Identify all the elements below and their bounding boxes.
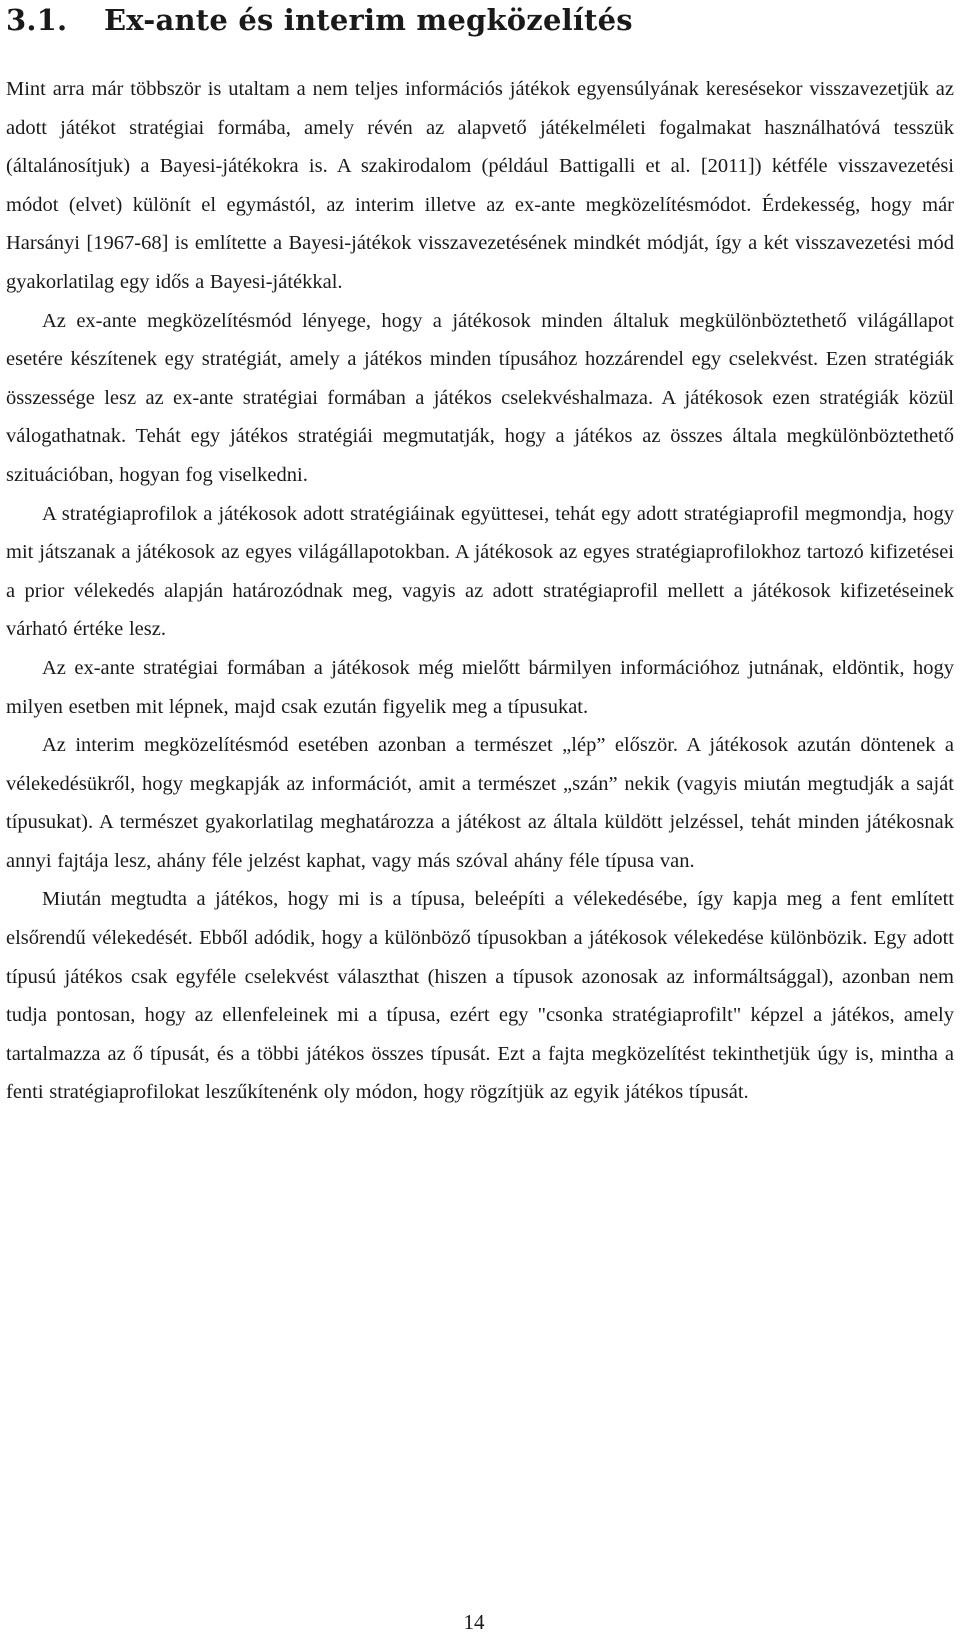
paragraph-4: Az ex-ante stratégiai formában a játékosok még mielőtt bármilyen információhoz jutnának, eldöntik, hogy milyen esetben mit lépnek, majd csak ezután figyelik meg a típusukat. bbox=[6, 656, 954, 718]
page-number: 14 bbox=[463, 1610, 485, 1634]
section-heading bbox=[6, 0, 954, 52]
paragraph-3: A stratégiaprofilok a játékosok adott stratégiáinak együttesei, tehát egy adott stratégiaprofil megmondja, hogy mit játszanak a játékosok az egyes világállapotokban. A játékosok az egyes stratégiaprofilokhoz tartozó kifizetései a prior vélekedés alapján határozódnak meg, vagyis az adott stratégiaprofil mellett a játékosok kifizetéseinek várható értéke lesz. bbox=[6, 502, 954, 641]
section-title: Ex-ante és interim megközelítés bbox=[104, 3, 633, 37]
document-page bbox=[6, 0, 954, 1112]
paragraph-5: Az interim megközelítésmód esetében azonban a természet „lép” először. A játékosok azután döntenek a vélekedésükről, hogy megkapják az információt, amit a természet „szán” nekik (vagyis miután megtudják a saját típusukat). A természet gyakorlatilag meghatározza a játékost az általa küldött jelzéssel, tehát minden játékosnak annyi fajtája lesz, ahány féle jelzést kaphat, vagy más szóval ahány féle típusa van. bbox=[6, 734, 954, 872]
body-text bbox=[6, 70, 954, 1112]
paragraph-2: Az ex-ante megközelítésmód lényege, hogy a játékosok minden általuk megkülönböztethető világállapot esetére készítenek egy stratégiát, amely a játékos minden típusához hozzárendel egy cselekvést. Ezen stratégiák összessége lesz az ex-ante stratégiai formában a játékos cselekvéshalmaza. A játékosok ezen stratégiák közül válogathatnak. Tehát egy játékos stratégiái megmutatják, hogy a játékos az összes általa megkülönböztethető szituációban, hogyan fog viselkedni. bbox=[6, 309, 954, 486]
section-number: 3.1. bbox=[6, 3, 68, 37]
paragraph-6: Miután megtudta a játékos, hogy mi is a típusa, beleépíti a vélekedésébe, így kapja meg a fent említett elsőrendű vélekedését. Ebből adódik, hogy a különböző típusokban a játékosok vélekedése különbözik. Egy adott típusú játékos csak egyféle cselekvést választhat (hiszen a típusok azonosak az informáltsággal), azonban nem tudja pontosan, hogy az ellenfeleinek mi a típusa, ezért egy "csonka stratégiaprofilt" képzel a játékos, amely tartalmazza az ő típusát, és a többi játékos összes típusát. Ezt a fajta megközelítést tekinthetjük úgy is, mintha a fenti stratégiaprofilokat leszűkítenénk oly módon, hogy rögzítjük az egyik játékos típusát. bbox=[6, 888, 954, 1104]
paragraph-1: Mint arra már többször is utaltam a nem teljes információs játékok egyensúlyának keresésekor visszavezetjük az adott játékot stratégiai formába, amely révén az alapvető játékelméleti fogalmakat használhatóvá tesszük (általánosítjuk) a Bayesi-játékokra is. A szakirodalom (például Battigalli et al. [2011]) kétféle visszavezetési módot (elvet) különít el egymástól, az interim illetve az ex-ante megközelítésmódot. Érdekesség, hogy már Harsányi [1967-68] is említette a Bayesi-játékok visszavezetésének mindkét módját, így a két visszavezetési mód gyakorlatilag egy idős a Bayesi-játékkal. bbox=[6, 78, 954, 293]
